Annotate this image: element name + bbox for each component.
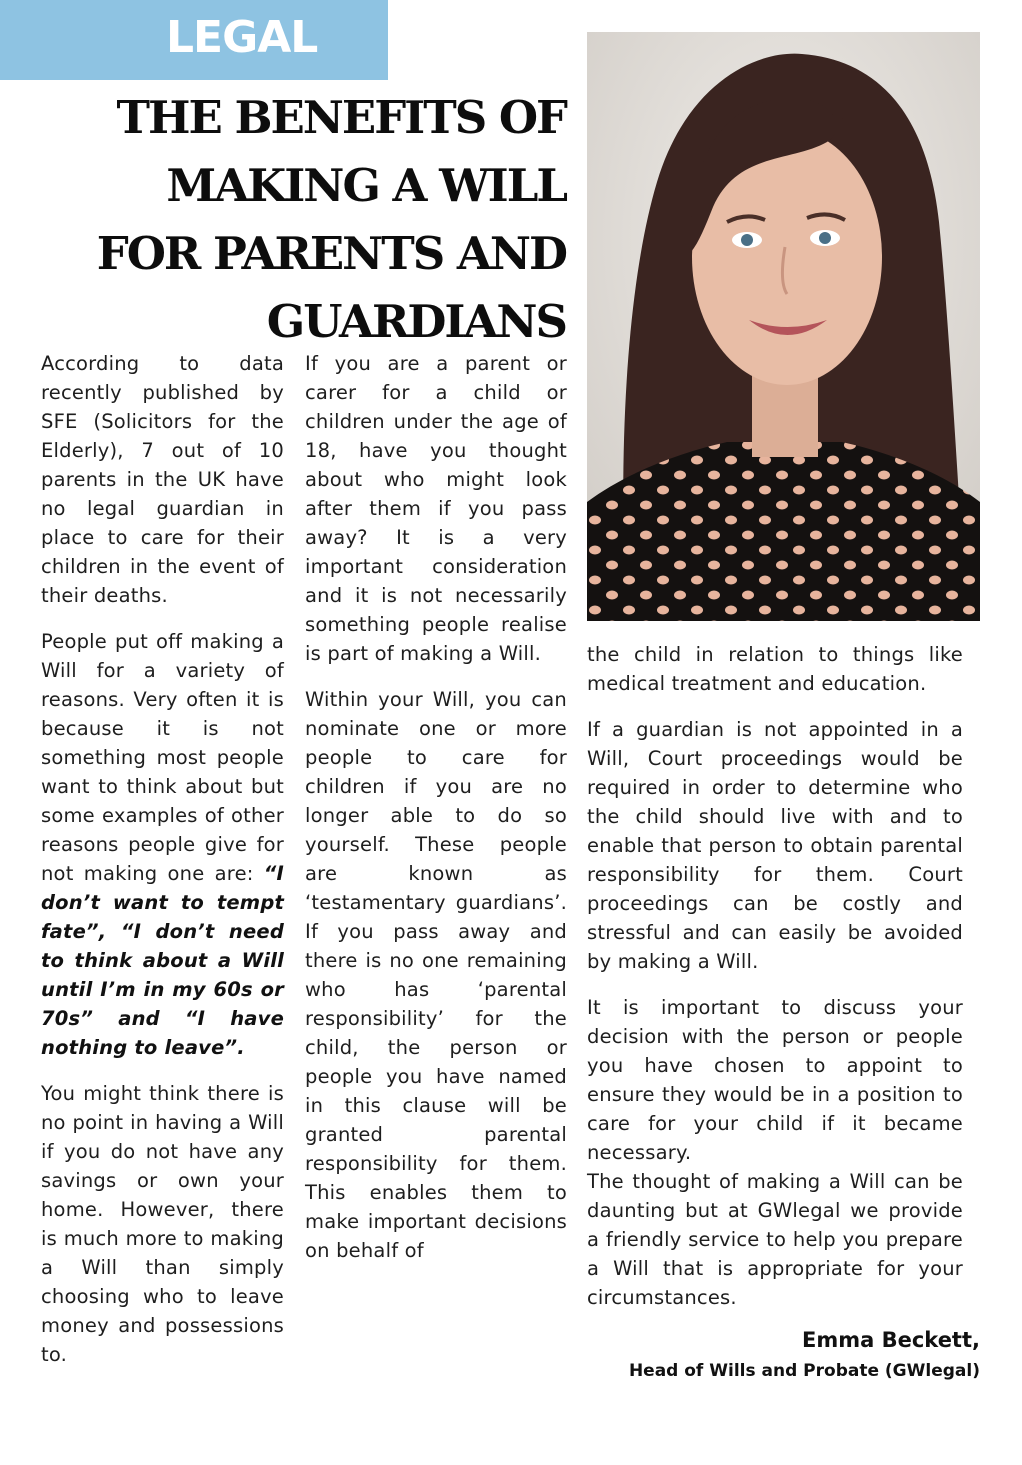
article-column-2 bbox=[305, 349, 567, 1265]
quote-separator-1: , bbox=[98, 920, 121, 943]
headline-line-3: FOR PARENTS AND bbox=[96, 227, 566, 280]
quote-separator-2: and bbox=[93, 1007, 185, 1030]
paragraph-statistics: According to data recently published by SFE (Solicitors for the Elderly), 7 out of 10 parents in the UK have no legal guardian in place to care for their children in the event of their deaths. bbox=[41, 352, 284, 607]
quote-end: . bbox=[237, 1036, 245, 1059]
author-name: Emma Beckett, bbox=[802, 1328, 980, 1352]
paragraph-no-savings: You might think there is no point in having a Will if you do not have any savings or own your home. However, there is much more to making a Will than simply choosing who to leave money and possessions to. bbox=[41, 1082, 284, 1366]
article-column-3 bbox=[587, 640, 963, 1312]
paragraph-continuation: the child in relation to things like medical treatment and education. bbox=[587, 643, 963, 695]
paragraph-court-proceedings: If a guardian is not appointed in a Will, Court proceedings would be required in order to determine who the child should live with and to enable that person to obtain parental responsibility for them. Court proceedings can be costly and stressful and can easily be avoided by making a Will. bbox=[587, 718, 963, 973]
quote-60s-70s: “I don’t need to think about a Will until I’m in my 60s or 70s” bbox=[41, 920, 284, 1030]
headline-line-1: THE BENEFITS OF bbox=[116, 91, 566, 144]
paragraph-gwlegal-service: The thought of making a Will can be daunting but at GWlegal we provide a friendly service to help you prepare a Will that is appropriate for your circumstances. bbox=[587, 1170, 963, 1309]
headline-line-4: GUARDIANS bbox=[266, 295, 566, 348]
headline-line-2: MAKING A WILL bbox=[166, 159, 566, 212]
section-label: LEGAL bbox=[166, 12, 318, 63]
paragraph-discuss-decision: It is important to discuss your decision with the person or people you have chosen to appoint to ensure they would be in a position to care for your child if it became necessary. bbox=[587, 996, 963, 1164]
author-role: Head of Wills and Probate (GWlegal) bbox=[628, 1361, 980, 1381]
quote-tempt-fate: “I don’t want to tempt fate” bbox=[41, 862, 284, 943]
quote-nothing-to-leave: “I have nothing to leave” bbox=[41, 1007, 284, 1059]
section-tab bbox=[0, 0, 388, 80]
author-portrait-image bbox=[587, 32, 980, 621]
article-column-1 bbox=[41, 349, 284, 1369]
paragraph-testamentary-guardians: Within your Will, you can nominate one or more people to care for children if you are no longer able to do so yourself. These people are known as ‘testamentary guardians’. If you pass away and there is no one remaining who has ‘parental responsibility’ for the child, the person or people you have named in this clause will be granted parental responsibility for them. This enables them to make important decisions on behalf of bbox=[305, 688, 567, 1262]
paragraph-parent-question: If you are a parent or carer for a child or children under the age of 18, have you thought about who might look after them if you pass away? It is a very important consideration and it is not necessarily something people realise is part of making a Will. bbox=[305, 352, 567, 665]
author-byline bbox=[629, 1324, 980, 1386]
reasons-intro: People put off making a Will for a variety of reasons. Very often it is because it is not something most people want to think about but some examples of other reasons people give for not making one are: bbox=[41, 630, 284, 885]
paragraph-reasons bbox=[41, 627, 284, 1062]
article-headline bbox=[60, 84, 566, 356]
author-photo bbox=[587, 32, 980, 621]
